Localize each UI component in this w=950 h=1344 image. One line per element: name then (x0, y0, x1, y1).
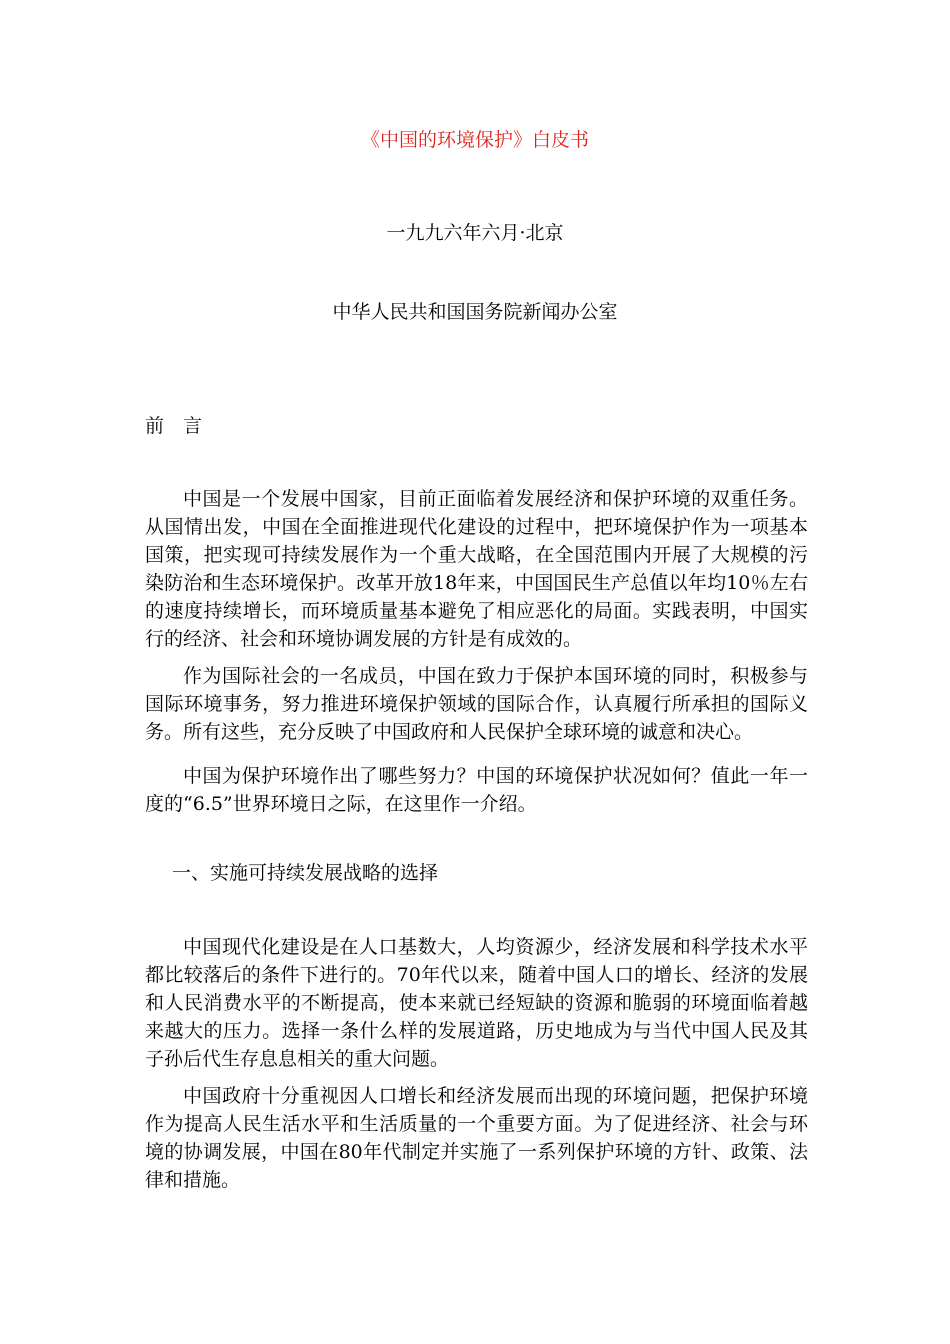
document-title: 《中国的环境保护》白皮书 (360, 129, 589, 151)
paragraph: 中国是一个发展中国家，目前正面临着发展经济和保护环境的双重任务。从国情出发，中国在全面推进现代化建设的过程中，把环境保护作为一项基本国策，把实现可持续发展作为一个重大战略，在全国范围内开展了大规模的污染防治和生态环境保护。改革开放18年来，中国国民生产总值以年均10％左右的速度持续增长，而环境质量基本避免了相应恶化的局面。实践表明，中国实行的经济、社会和环境协调发展的方针是有成效的。 (145, 488, 808, 650)
paragraph: 中国现代化建设是在人口基数大，人均资源少，经济发展和科学技术水平都比较落后的条件下进行的。70年代以来，随着中国人口的增长、经济的发展和人民消费水平的不断提高，使本来就已经短缺的资源和脆弱的环境面临着越来越大的压力。选择一条什么样的发展道路，历史地成为与当代中国人民及其子孙后代生存息息相关的重大问题。 (145, 936, 808, 1070)
paragraph: 中国政府十分重视因人口增长和经济发展而出现的环境问题，把保护环境作为提高人民生活水平和生活质量的一个重要方面。为了促进经济、社会与环境的协调发展，中国在80年代制定并实施了一系列保护环境的方针、政策、法律和措施。 (145, 1085, 808, 1191)
issuer-line: 中华人民共和国国务院新闻办公室 (332, 301, 618, 323)
date-place-line: 一九九六年六月·北京 (386, 222, 564, 244)
paragraph: 中国为保护环境作出了哪些努力？中国的环境保护状况如何？值此一年一度的“6.5”世界环境日之际，在这里作一介绍。 (145, 765, 808, 815)
paragraph: 作为国际社会的一名成员，中国在致力于保护本国环境的同时，积极参与国际环境事务，努力推进环境保护领域的国际合作，认真履行所承担的国际义务。所有这些，充分反映了中国政府和人民保护全球环境的诚意和决心。 (145, 665, 808, 743)
preface-heading: 前 言 (145, 415, 203, 437)
section-heading: 一、实施可持续发展战略的选择 (172, 862, 439, 884)
